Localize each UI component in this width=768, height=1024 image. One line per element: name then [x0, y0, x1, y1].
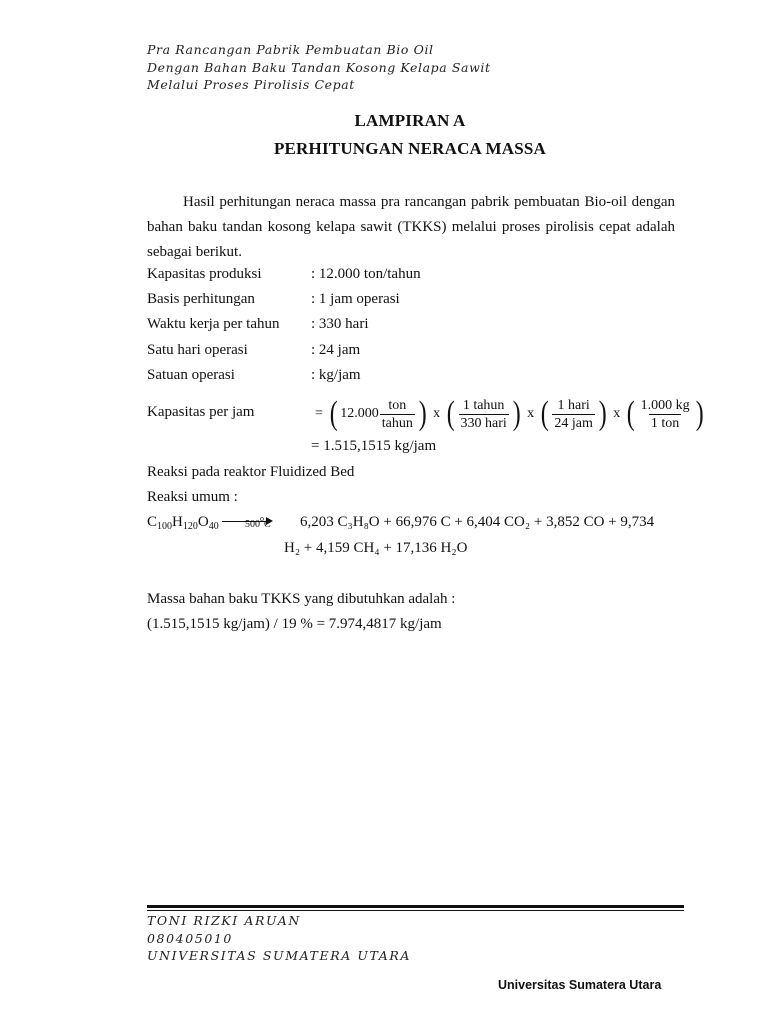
param-label: Basis perhitungan: [147, 291, 255, 307]
reactor-heading: Reaksi pada reaktor Fluidized Bed: [147, 464, 355, 480]
param-value: : kg/jam: [311, 367, 361, 383]
university-watermark: Universitas Sumatera Utara: [498, 978, 662, 992]
times-sign: x: [527, 406, 535, 421]
fraction-kg-per-ton: $\frac{1.000 kg}{\text{1 ton}}$: [640, 397, 690, 431]
header-line-2: Dengan Bahan Baku Tandan Kosong Kelapa Sawit: [147, 60, 491, 75]
param-value: : 1 jam operasi: [311, 291, 400, 307]
times-sign: x: [613, 406, 621, 421]
fraction-ton-per-year: $\frac{\text{ton}}{\text{tahun}}$: [381, 397, 413, 431]
author-id: 080405010: [147, 931, 233, 946]
general-reaction-heading: Reaksi umum :: [147, 489, 238, 505]
author-name: TONI RIZKI ARUAN: [147, 913, 301, 928]
header-line-1: Pra Rancangan Pabrik Pembuatan Bio Oil: [147, 42, 434, 57]
capacity-equation: = ( 12.000 $\frac{\text{ton}}{\text{tahun}}$ ) x ( $\frac{\text{1 tahun}}{\text{330 hari}}$ ) x ( $\frac{\text{1 hari}}{\text{24 jam}}$ ) x ( $\frac{1.000 kg}{\text{1 ton}}$ ): [315, 395, 704, 432]
param-label: Satu hari operasi: [147, 342, 248, 358]
footer-rule: [147, 905, 684, 908]
capacity-label: Kapasitas per jam: [147, 404, 255, 420]
param-label: Waktu kerja per tahun: [147, 316, 280, 332]
reactant-formula: $C_{100}H_{120}O_{40}$: [147, 514, 219, 532]
fraction-year-per-days: $\frac{\text{1 tahun}}{\text{330 hari}}$: [460, 397, 507, 431]
reaction-products-line-1: 6,203 C₃H₈O + 66,976 C + 6,404 CO₂ + 3,852 CO + 9,734: [300, 514, 655, 530]
reaction-temperature: 500$^o$C: [245, 514, 271, 530]
capacity-result: = 1.515,1515 kg/jam: [311, 438, 437, 454]
section-title: PERHITUNGAN NERACA MASSA: [273, 139, 547, 158]
param-value: : 24 jam: [311, 342, 361, 358]
param-value: : 330 hari: [311, 316, 369, 332]
equals-sign: =: [315, 406, 323, 421]
times-sign: x: [433, 406, 441, 421]
mass-requirement-text: Massa bahan baku TKKS yang dibutuhkan adalah :: [147, 591, 456, 607]
param-label: Kapasitas produksi: [147, 266, 262, 282]
fraction-day-per-hours: $\frac{\text{1 hari}}{\text{24 jam}}$: [554, 397, 593, 431]
appendix-title: LAMPIRAN A: [354, 111, 466, 130]
header-line-3: Melalui Proses Pirolisis Cepat: [147, 77, 355, 92]
param-value: : 12.000 ton/tahun: [311, 266, 421, 282]
capacity-coefficient: 12.000: [340, 406, 379, 421]
reaction-products-line-2: H₂ + 4,159 CH₄ + 17,136 H₂O: [284, 540, 468, 556]
author-institution: UNIVERSITAS SUMATERA UTARA: [147, 948, 412, 963]
mass-requirement-result: (1.515,1515 kg/jam) / 19 % = 7.974,4817 kg/jam: [147, 616, 442, 632]
intro-paragraph: Hasil perhitungan neraca massa pra rancangan pabrik pembuatan Bio-oil dengan bahan baku tandan kosong kelapa sawit (TKKS) melalui proses pirolisis cepat adalah sebagai berikut.: [147, 194, 675, 260]
param-label: Satuan operasi: [147, 367, 235, 383]
footer-rule: [147, 910, 684, 911]
